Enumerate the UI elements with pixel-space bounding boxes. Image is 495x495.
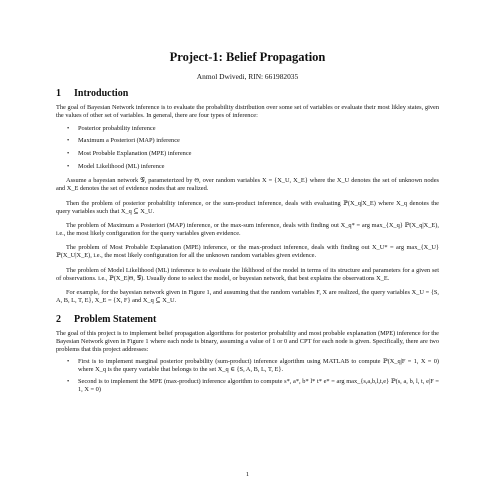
- intro-paragraph-6: The problem of Model Likelihood (ML) inference is to evaluate the liklihood of the model in terms of its structure and parameters for a given set of observations. i.e., ℙ(X_E|Θ, 𝒢). Usually done to select the model, or buyesian network, that best explains the observations X_E.: [56, 266, 439, 282]
- intro-paragraph-2: Assume a bayesian network 𝒢, parameterized by Θ, over random variables X = {X_U, X_E} where the X_U denotes the set of unknown nodes and X_E denotes the set of evidence nodes that are realized.: [56, 177, 439, 193]
- list-item: • Model Likelihood (ML) inference: [56, 163, 439, 171]
- page-number: 1: [245, 471, 250, 478]
- section-number: 2: [56, 314, 61, 326]
- intro-paragraph-5: The problem of Most Probable Explanation (MPE) inference, or the max-product inference, deals with finding out X_U* = arg max_{X_U} ℙ(X_U|X_E), i.e., the most likely configuration for all the unknown random variables given evidence.: [56, 244, 439, 260]
- inference-types-list: [56, 125, 439, 171]
- intro-paragraph-1: The goal of Bayesian Network inference is to evaluate the probability distribution over some set of variables or evaluate their most likley states, given the values of other set of variables. In general, there are four types of inference:: [56, 104, 439, 120]
- intro-paragraph-3: Then the problem of posterior probability inference, or the sum-product inference, deals with evaluating ℙ(X_q|X_E) where X_q denotes the query variables such that X_q ⊆ X_U.: [56, 199, 439, 215]
- section-title: Introduction: [74, 88, 129, 99]
- list-item: • Posterior probability inference: [56, 125, 439, 133]
- section-number: 1: [56, 88, 61, 99]
- section-title: Problem Statement: [74, 314, 157, 326]
- section-heading-problem-statement: [56, 314, 439, 326]
- list-item: • Second is to implement the MPE (max-product) inference algorithm to compute s*, a*, b* l* t* e* = arg max_{s,a,b,l,t,e} ℙ(s, a, b, l, t, e|F = 1, X = 0): [56, 378, 439, 394]
- paper-title: Project-1: Belief Propagation: [169, 50, 326, 64]
- list-item: • Most Probable Explanation (MPE) inference: [56, 150, 439, 158]
- project-tasks-list: [56, 358, 439, 394]
- author-line: Anmol Dwivedi, RIN: 661982035: [196, 72, 299, 81]
- section-heading-introduction: [56, 88, 439, 100]
- list-item: • Maximum a Posteriori (MAP) inference: [56, 137, 439, 145]
- list-item: • First is to implement marginal posterior probability (sum-product) inference algorithm using MATLAB to compute ℙ(X_q|F = 1, X = 0) where X_q is the query variable that belongs to the set X_q ∈ {S, A, B, L, T, E}.: [56, 358, 439, 374]
- intro-paragraph-4: The problem of Maximum a Posteriori (MAP) inference, or the max-sum inference, deals with finding out X_q* = arg max_{X_q} ℙ(X_q|X_E), i.e., the most likely configuration for the query variables given evidence.: [56, 221, 439, 237]
- intro-paragraph-7: For example, for the bayesian network given in Figure 1, and ausuming that the random variables F, X are realized, the query variables X_U = {S, A, B, L, T, E}, X_E = {X, F} and X_q ⊆ X_U.: [56, 289, 439, 305]
- problem-paragraph-1: The goal of this project is to implement belief propagation algorithms for posterior probability and most probable explanation (MPE) inference for the Bayesian Network given in Figure 1 where each node is binary, assuming a value of 1 or 0 and CPT for each node is given. Specifically, there are two problems that this project addresses:: [56, 330, 439, 354]
